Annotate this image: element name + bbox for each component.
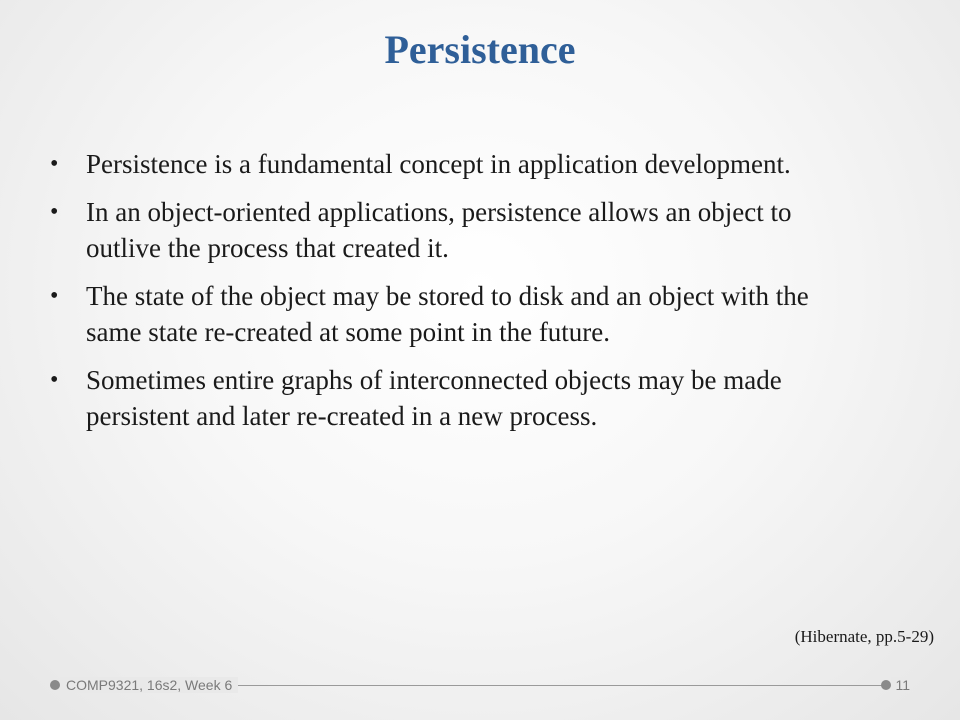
bullet-dot-icon: • (50, 199, 59, 225)
footer-course: COMP9321, 16s2, Week 6 (60, 677, 238, 693)
slide-title: Persistence (384, 27, 576, 72)
bullet-item (46, 146, 866, 182)
bullet-item (46, 362, 866, 434)
bullet-text: The state of the object may be stored to disk and an object with the same state re-created at some point in the future. (86, 281, 809, 347)
bullet-dot-icon: • (50, 283, 59, 309)
bullet-text: Persistence is a fundamental concept in application development. (86, 149, 791, 179)
footer-right (881, 674, 910, 696)
page-number: 11 (891, 677, 910, 693)
bullet-text: Sometimes entire graphs of interconnected objects may be made persistent and later re-created in a new process. (86, 365, 782, 431)
footer-dot-icon (50, 680, 60, 690)
bullet-text: In an object-oriented applications, persistence allows an object to outlive the process that created it. (86, 197, 792, 263)
bullet-dot-icon: • (50, 151, 59, 177)
footer-dot-icon (881, 680, 891, 690)
footer-left (50, 674, 238, 696)
bullet-item (46, 278, 866, 350)
bullet-list (46, 146, 866, 446)
bullet-item (46, 194, 866, 266)
bullet-dot-icon: • (50, 367, 59, 393)
citation: (Hibernate, pp.5-29) (794, 627, 934, 646)
slide-footer (50, 674, 910, 696)
